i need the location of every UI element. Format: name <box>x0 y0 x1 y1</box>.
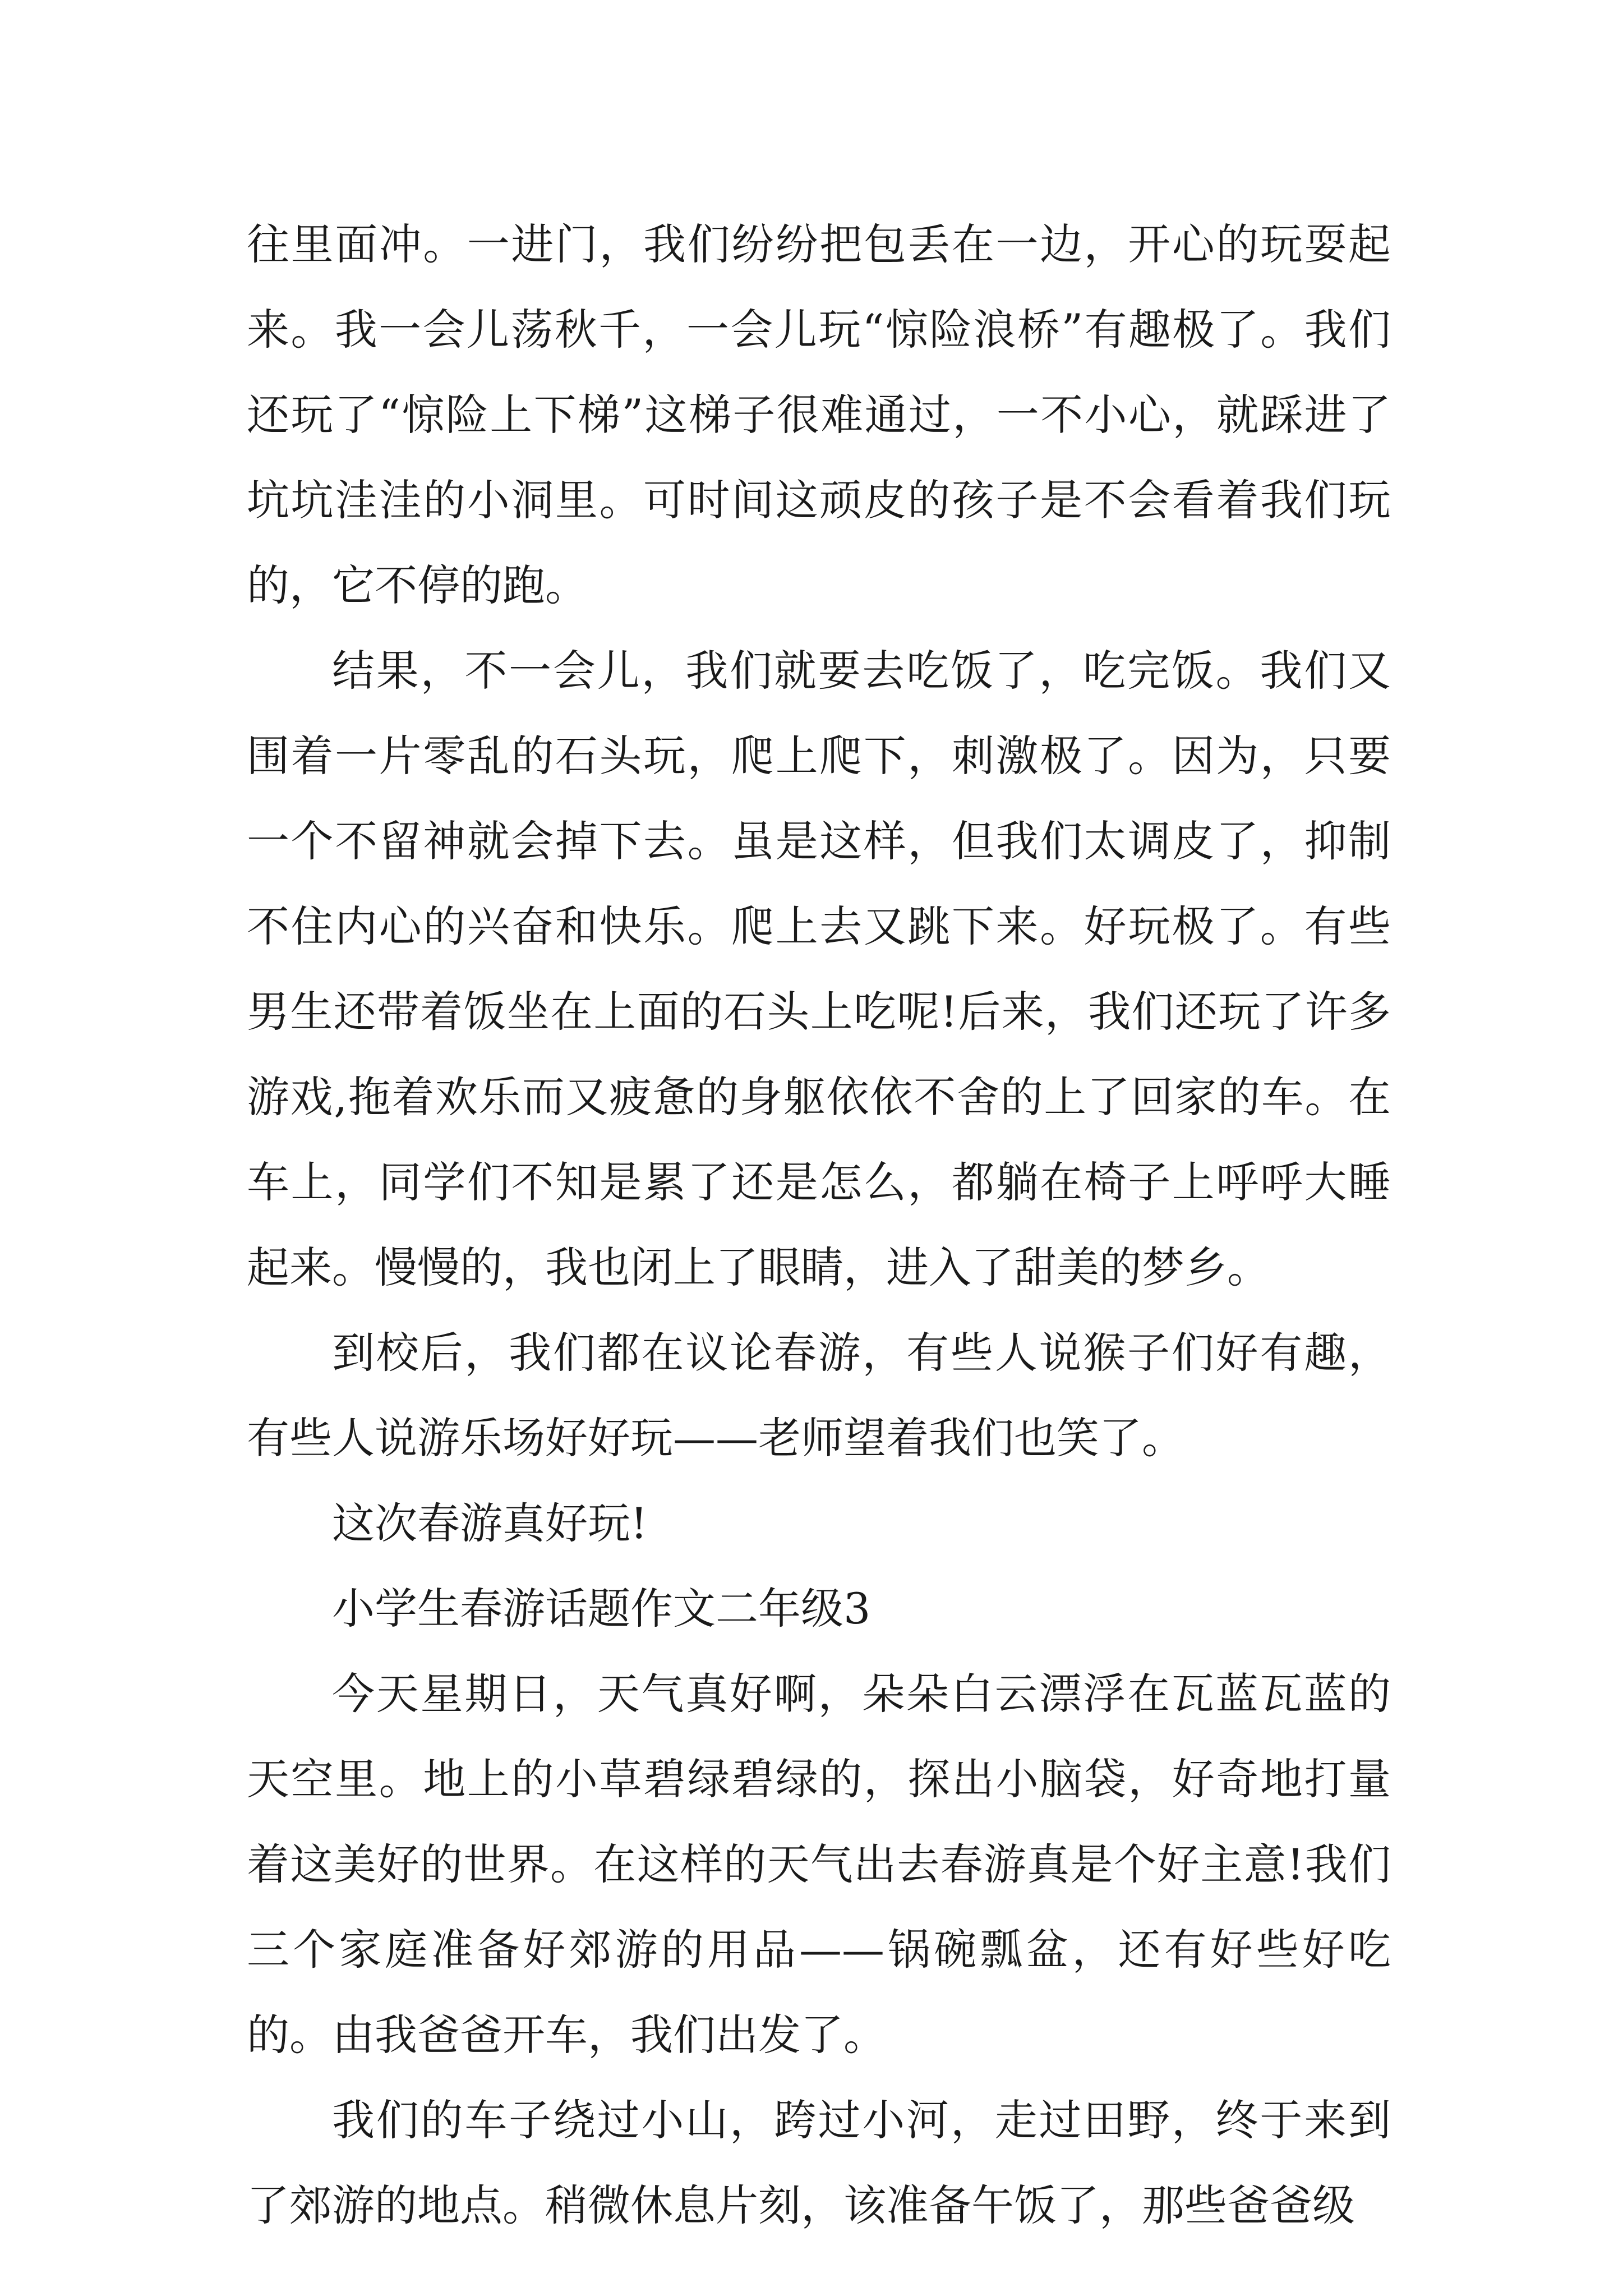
paragraph: 这次春游真好玩! <box>332 1498 648 1548</box>
paragraph: 我们的车子绕过小山，跨过小河，走过田野，终于来到了郊游的地点。稍微休息片刻，该准备午饭了，那些爸爸级 <box>247 2095 1391 2230</box>
section-heading: 小学生春游话题作文二年级3 <box>332 1584 871 1634</box>
essay-body <box>247 202 1391 2248</box>
paragraph: 到校后，我们都在议论春游，有些人说猴子们好有趣，有些人说游乐场好好玩——老师望着我们也笑了。 <box>247 1328 1391 1463</box>
paragraph: 往里面冲。一进门，我们纷纷把包丢在一边，开心的玩耍起来。我一会儿荡秋千，一会儿玩“惊险浪桥”有趣极了。我们还玩了“惊险上下梯”这梯子很难通过，一不小心，就踩进了坑坑洼洼的小洞里。可时间这顽皮的孩子是不会看着我们玩的，它不停的跑。 <box>247 219 1391 610</box>
paragraph: 结果，不一会儿，我们就要去吃饭了，吃完饭。我们又围着一片零乱的石头玩，爬上爬下，刺激极了。因为，只要一个不留神就会掉下去。虽是这样，但我们太调皮了，抑制不住内心的兴奋和快乐。爬上去又跳下来。好玩极了。有些男生还带着饭坐在上面的石头上吃呢!后来，我们还玩了许多游戏,拖着欢乐而又疲惫的身躯依依不舍的上了回家的车。在车上，同学们不知是累了还是怎么，都躺在椅子上呼呼大睡起来。慢慢的，我也闭上了眼睛，进入了甜美的梦乡。 <box>247 646 1391 1292</box>
paragraph: 今天星期日，天气真好啊，朵朵白云漂浮在瓦蓝瓦蓝的天空里。地上的小草碧绿碧绿的，探出小脑袋，好奇地打量着这美好的世界。在这样的天气出去春游真是个好主意!我们三个家庭准备好郊游的用品——锅碗瓢盆，还有好些好吃的。由我爸爸开车，我们出发了。 <box>247 1669 1391 2060</box>
